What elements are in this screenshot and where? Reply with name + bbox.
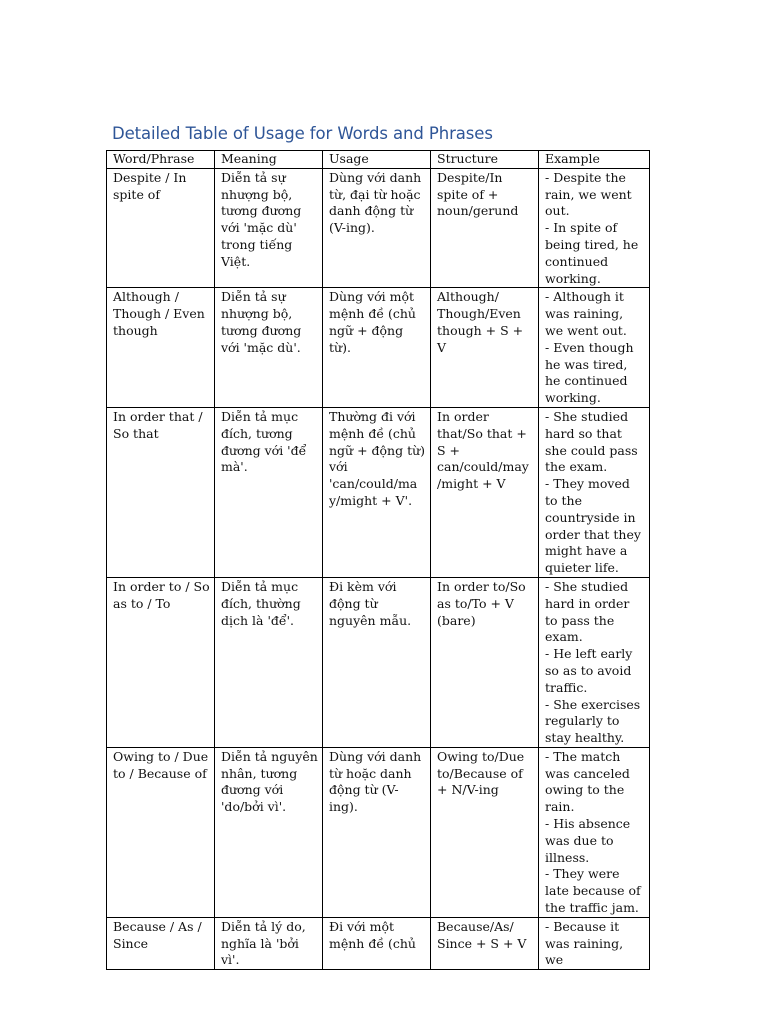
meaning-cell [215, 917, 323, 969]
cell-text: In order that/So that + S + can/could/may /might + V [437, 408, 529, 492]
cell-text: Owing to / Due to / Because of [113, 748, 209, 781]
meaning-cell [215, 577, 323, 747]
table-row [107, 917, 650, 969]
structure-cell [431, 407, 539, 577]
structure-cell [431, 747, 539, 917]
cell-text: Although/ Though/Even though + S + V [437, 289, 524, 355]
word-phrase-cell [107, 577, 215, 747]
example-cell [539, 288, 650, 408]
structure-cell [431, 168, 539, 288]
cell-text: In order that / So that [113, 408, 203, 441]
cell-text: Diễn tả sự nhượng bộ, tương đương với 'mặc dù' trong tiếng Việt. [221, 169, 302, 269]
cell-text: - Because it was raining, we [545, 918, 624, 968]
cell-text: Dùng với danh từ, đại từ hoặc danh động từ (V-ing). [329, 169, 422, 236]
cell-text: - Despite the rain, we went out. - In spite of being tired, he continued working. [545, 169, 639, 286]
cell-text: Diễn tả mục đích, thường dịch là 'để'. [221, 578, 301, 628]
table-row [107, 168, 650, 288]
cell-text: Diễn tả mục đích, tương đương với 'để mà'. [221, 408, 307, 475]
page-title: Detailed Table of Usage for Words and Phrases [112, 124, 493, 143]
cell-text: In order to/So as to/To + V (bare) [437, 578, 526, 628]
cell-text: Thường đi với mệnh đề (chủ ngữ + động từ) với 'can/could/ma y/might + V'. [329, 408, 426, 508]
cell-text: Because/As/ Since + S + V [437, 918, 527, 951]
column-header: Usage [323, 151, 431, 169]
word-phrase-cell [107, 407, 215, 577]
structure-cell [431, 577, 539, 747]
cell-text: Đi với một mệnh đề (chủ [329, 918, 416, 951]
cell-text: Diễn tả sự nhượng bộ, tương đương với 'mặc dù'. [221, 289, 302, 355]
cell-text: - Although it was raining, we went out. - Even though he was tired, he continued working. [545, 289, 634, 406]
word-phrase-cell [107, 917, 215, 969]
column-header: Word/Phrase [107, 151, 215, 169]
cell-text: Because / As / Since [113, 918, 202, 951]
cell-text: Although / Though / Even though [113, 289, 205, 338]
cell-text: Dùng với một mệnh đề (chủ ngữ + động từ). [329, 289, 416, 355]
usage-cell [323, 168, 431, 288]
structure-cell [431, 288, 539, 408]
usage-table [106, 150, 650, 970]
cell-text: Owing to/Due to/Because of + N/V-ing [437, 748, 525, 798]
column-header: Structure [431, 151, 539, 169]
table-row [107, 577, 650, 747]
usage-cell [323, 288, 431, 408]
table-row [107, 288, 650, 408]
column-header: Meaning [215, 151, 323, 169]
cell-text: Dùng với danh từ hoặc danh động từ (V-ing). [329, 748, 422, 815]
word-phrase-cell [107, 288, 215, 408]
cell-text: - She studied hard so that she could pass the exam. - They moved to the countryside in order that they might have a quieter life. [545, 408, 641, 576]
meaning-cell [215, 407, 323, 577]
cell-text: Diễn tả lý do, nghĩa là 'bởi vì'. [221, 918, 306, 968]
cell-text: Despite / In spite of [113, 169, 187, 202]
column-header: Example [539, 151, 650, 169]
meaning-cell [215, 747, 323, 917]
cell-text: In order to / So as to / To [113, 578, 210, 611]
meaning-cell [215, 288, 323, 408]
usage-cell [323, 407, 431, 577]
cell-text: Diễn tả nguyên nhân, tương đương với 'do/bởi vì'. [221, 748, 318, 815]
table-row [107, 407, 650, 577]
structure-cell [431, 917, 539, 969]
cell-text: Đi kèm với động từ nguyên mẫu. [329, 578, 412, 628]
meaning-cell [215, 168, 323, 288]
table-header-row [107, 151, 650, 169]
cell-text: Despite/In spite of + noun/gerund [437, 169, 519, 219]
usage-cell [323, 577, 431, 747]
cell-text: - She studied hard in order to pass the exam. - He left early so as to avoid traffic. - She exercises regularly to stay healthy. [545, 578, 641, 746]
example-cell [539, 577, 650, 747]
usage-cell [323, 747, 431, 917]
example-cell [539, 407, 650, 577]
example-cell [539, 917, 650, 969]
word-phrase-cell [107, 747, 215, 917]
cell-text: - The match was canceled owing to the rain. - His absence was due to illness. - They were late because of the traffic jam. [545, 748, 641, 916]
example-cell [539, 168, 650, 288]
example-cell [539, 747, 650, 917]
table-row [107, 747, 650, 917]
usage-cell [323, 917, 431, 969]
word-phrase-cell [107, 168, 215, 288]
